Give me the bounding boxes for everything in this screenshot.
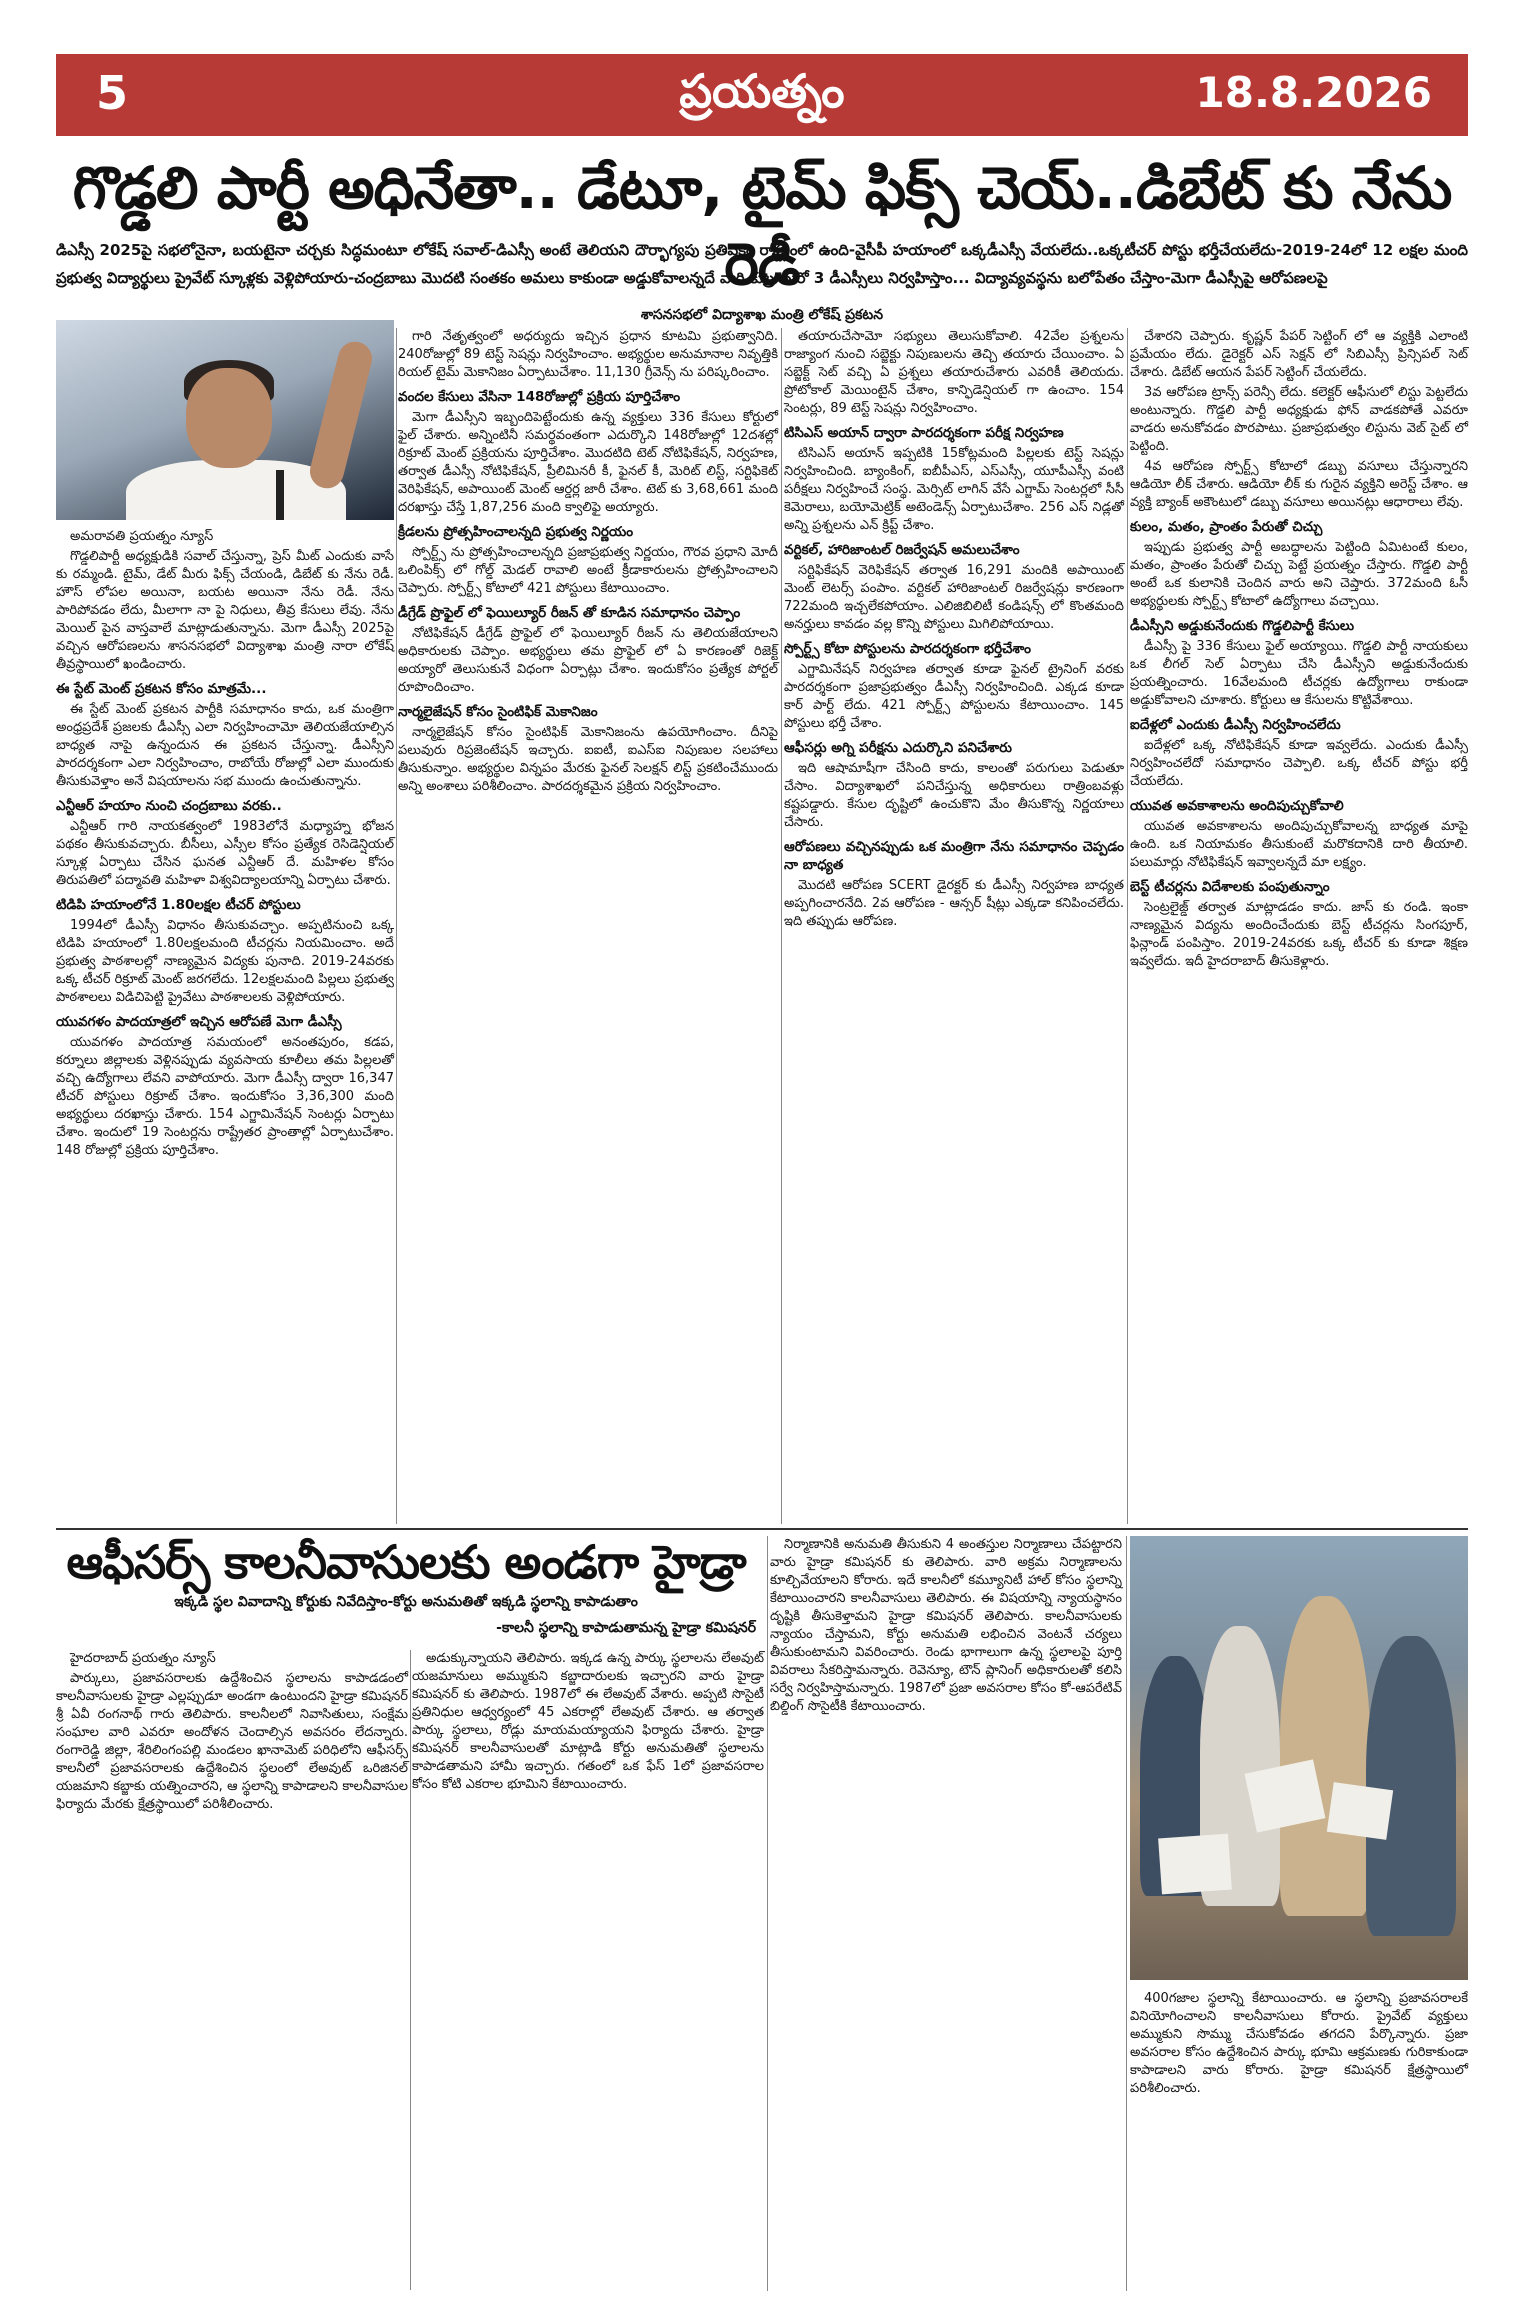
story2-column-3	[770, 1536, 1122, 2291]
story1-column-4	[1130, 328, 1468, 1524]
paragraph: డీఎస్సీ పై 336 కేసులు ఫైల్ అయ్యాయి. గొడ్డలి పార్టీ నాయకులు ఒక లీగల్ సెల్ ఏర్పాటు చేసి డీఎస్సీని అడ్డుకునేందుకు ప్రయత్నించారు. 16వేలమంది టీచర్లకు ఉద్యోగాలు రాకుండా అడ్డుకోవాలని చూశారు. కోర్టులు ఆ కేసులను కొట్టివేశాయి.	[1130, 639, 1468, 708]
photo-figure-raised-arm	[306, 338, 375, 492]
subheading: డీఎస్సీని అడ్డుకునేందుకు గొడ్డలిపార్టీ కేసులు	[1130, 618, 1355, 634]
subheading: ఈ స్టేట్ మెంట్ ప్రకటన కోసం మాత్రమే...	[56, 681, 267, 697]
story1-column-2	[398, 328, 778, 1524]
story1-column-1	[56, 528, 394, 1528]
subheading: ఐదేళ్లలో ఎందుకు డీఎస్సీ నిర్వహించలేదు	[1130, 717, 1341, 733]
minister-photo	[56, 320, 394, 520]
subheading: ఆరోపణలు వచ్చినప్పుడు ఒక మంత్రిగా నేను సమాధానం చెప్పడం నా బాధ్యత	[784, 839, 1124, 873]
column-divider	[1127, 328, 1128, 1524]
paragraph: ఎన్టీఆర్ గారి నాయకత్వంలో 1983లోనే మధ్యాహ్న భోజన పథకం తీసుకువచ్చారు. బీసీలు, ఎస్సీల కోసం ప్రత్యేక రెసిడెన్షియల్ స్కూళ్ల ఏర్పాటు చేసిన ఘనత ఎన్టీఆర్ దే. మహిళల కోసం తిరుపతిలో పద్మావతి మహిళా విశ్వవిద్యాలయాన్ని ఏర్పాటు చేశారు.	[56, 819, 394, 888]
story1-byline: శాసనసభలో విద్యాశాఖ మంత్రి లోకేష్ ప్రకటన	[640, 307, 884, 323]
subheading: టిసిఎస్ అయాన్ ద్వారా పారదర్శకంగా పరీక్ష నిర్వహణ	[784, 425, 1064, 441]
story2-byline: -కాలనీ స్థలాన్ని కాపాడుతామన్న హైడ్రా కమిషనర్	[496, 1620, 756, 1636]
paragraph: స్పోర్ట్స్ ను ప్రోత్సహించాలన్నది ప్రజాప్రభుత్వ నిర్ణయం, గౌరవ ప్రధాని మోదీ ఒలింపిక్స్ లో గోల్డ్ మెడల్ రావాలి అంటే క్రీడాకారులను ప్రోత్సహించాలని చెప్పారు. స్పోర్ట్స్ కోటాలో 421 పోస్టులు కేటాయించాం.	[398, 545, 778, 596]
paragraph: ఐదేళ్లలో ఒక్క నోటిఫికేషన్ కూడా ఇవ్వలేదు. ఎందుకు డీఎస్సీ నిర్వహించలేదో సమాధానం చెప్పాలి. ఒక్క టీచర్ పోస్టు భర్తీ చేయలేదు.	[1130, 738, 1468, 789]
paragraph: ఇది ఆషామాషీగా చేసింది కాదు, కాలంతో పరుగులు పెడుతూ చేసాం. విద్యాశాఖలో పనిచేస్తున్న అధికారులు రాత్రింబవళ్లు కష్టపడ్డారు. కేసుల దృష్టిలో ఉంచుకొని మేం తీసుకొన్న నిర్ణయాలు చేసారు.	[784, 761, 1124, 830]
paragraph: మొదటి ఆరోపణ SCERT డైరక్టర్ కు డీఎస్సీ నిర్వహణ బాధ్యత అప్పగించారనేది. 2వ ఆరోపణ - ఆన్సర్ షీట్లు ఎక్కడా కనిపించలేదు. ఇది తప్పుడు ఆరోపణ.	[784, 878, 1124, 929]
paragraph: హైదరాబాద్ ప్రయత్నం న్యూస్	[70, 1651, 216, 1666]
paragraph: సర్టిఫికేషన్ వెరిఫికేషన్ తర్వాత 16,291 మందికి అపాయింట్ మెంట్ లెటర్స్ పంపాం. వర్టికల్ హారిజాంటల్ రిజర్వేషన్లు కారణంగా 722మంది ఇచ్చలేకపోయాం. ఎలిజిబిలిటీ కండిషన్స్ లో కొంతమంది అనర్హులు కావడం వల్ల కొన్ని పోస్టులు మిగిలిపోయాయి.	[784, 563, 1124, 632]
story2-column-1	[56, 1650, 408, 2290]
column-divider	[396, 328, 397, 1524]
photo-person	[1366, 1636, 1456, 1936]
subheading: వందల కేసులు వేసినా 148రోజుల్లో ప్రక్రియ పూర్తిచేశాం	[398, 389, 681, 405]
microphone-icon	[276, 470, 284, 520]
paragraph: 4వ ఆరోపణ స్పోర్ట్స్ కోటాలో డబ్బు వసూలు చేస్తున్నారని ఆడియో లీక్ చేశారు. ఆడియో లీక్ కు గురైన వ్యక్తిని అరెస్ట్ చేశాం. ఆ వ్యక్తి బ్యాంక్ అకౌంటులో డబ్బు వసూలు అయినట్లు ఆధారాలు లేవు.	[1130, 459, 1468, 510]
paragraph: 400గజాల స్థలాన్ని కేటాయించారు. ఆ స్థలాన్ని ప్రజావసరాలకే వినియోగించాలని కాలనీవాసులు కోరారు. ప్రైవేట్ వ్యక్తులు అమ్ముకుని సొమ్ము చేసుకోవడం తగదని పేర్కొన్నారు. ప్రజా అవసరాల కోసం ఉద్దేశించిన పార్కు భూమి ఆక్రమణకు గురికాకుండా కాపాడాలని వారు కోరారు. హైడ్రా కమిషనర్ క్షేత్రస్థాయిలో పరిశీలించారు.	[1130, 1991, 1468, 2096]
subheading: వర్టికల్, హారిజాంటల్ రిజర్వేషన్ అమలుచేశాం	[784, 542, 1020, 558]
paragraph: అమరావతి ప్రయత్నం న్యూస్	[70, 529, 214, 544]
photo-document	[1327, 1782, 1393, 1840]
paragraph: ఎగ్జామినేషన్ నిర్వహణ తర్వాత కూడా ఫైనల్ ట్రైనింగ్ వరకు పారదర్శకంగా ప్రజాప్రభుత్వం డీఎస్సీ నిర్వహించింది. ఎక్కడ కూడా కార్ పార్ట్ లేదు. 421 స్పోర్ట్స్ పోస్టులను కేటాయించాం. 145 పోస్టులు భర్తీ చేశాం.	[784, 662, 1124, 731]
colony-visit-photo	[1130, 1536, 1468, 1980]
paragraph: ఈ స్టేట్ మెంట్ ప్రకటన పార్టీకి సమాధానం కాదు, ఒక మంత్రిగా అంధ్రప్రదేశ్ ప్రజలకు డీఎస్సీ ఎలా నిర్వహించామో తెలియజేయాల్సిన బాధ్యత నాపై ఉన్నందున ఈ ప్రకటన చేస్తున్నా. డీఎస్సీని పారదర్శకంగా ఎలా నిర్వహించాం, రాబోయే రోజుల్లో ఎలా ముందుకు తీసుకువెళ్తాం అనే విషయాలను సభ ముందు ఉంచుతున్నాను.	[56, 702, 394, 789]
column-divider	[410, 1650, 411, 2290]
subheading: క్రీడలను ప్రోత్సహించాలన్నది ప్రభుత్వ నిర్ణయం	[398, 524, 634, 540]
column-divider	[781, 328, 782, 1524]
paragraph: అడుక్కున్నాయని తెలిపారు. ఇక్కడ ఉన్న పార్కు స్థలాలను లేఅవుట్ యజమానులు అమ్ముకుని కబ్జాదారులకు ఇచ్చారని వారు హైడ్రా కమిషనర్ కు తెలిపారు. 1987లో ఈ లేఅవుట్ వేశారు. అప్పటి సొసైటీ ప్రతినిధుల ఆధ్వర్యంలో 45 ఎకరాల్లో లేఅవుట్ చేశారు. ఆ తర్వాత పార్కు స్థలాలు, రోడ్లు మాయమయ్యాయని ఫిర్యాదు చేశారు. హైడ్రా కమిషనర్ కాలనీవాసులతో మాట్లాడి కోర్టు అనుమతితో స్థలాలను కాపాడతామని హామీ ఇచ్చారు. గతంలో ఒక ఫేస్ 1లో ప్రజావసరాల కోసం కోటి ఎకరాల భూమిని కేటాయించారు.	[412, 1651, 764, 1792]
story1-headline: గొడ్డలి పార్టీ అధినేతా.. డేటూ, టైమ్ ఫిక్స్ చెయ్..డిబేట్ కు నేను రెడీ	[72, 154, 1452, 298]
issue-date: 18.8.2026	[1195, 68, 1432, 117]
subheading: ఎన్టీఆర్ హయాం నుంచి చంద్రబాబు వరకు..	[56, 798, 282, 814]
photo-figure-head	[186, 368, 272, 468]
page-number: 5	[96, 66, 129, 120]
story1-column-3	[784, 328, 1124, 1524]
paragraph: యువత అవకాశాలను అందిపుచ్చుకోవాలన్న బాధ్యత మాపై ఉంది. ఒక నియామకం తీసుకుంటే మరొకదానికి దారి తీయాలి. పలుమార్లు నోటిఫికేషన్ ఇవ్వాలన్నదే మా లక్ష్యం.	[1130, 819, 1468, 870]
paragraph: మెగా డీఎస్సీని ఇబ్బందిపెట్టేందుకు ఉన్న వ్యక్తులు 336 కేసులు కోర్టులో ఫైల్ చేశారు. అన్నింటినీ సమర్థవంతంగా ఎదుర్కొని 148రోజుల్లో 12దశల్లో రిక్రూట్ మెంట్ ప్రక్రియను పూర్తిచేశాం. మొదటిది టెట్ నోటిఫికేషన్, నిర్వహణ, తర్వాత డీఎస్సీ నోటిఫికేషన్, ప్రీలిమినరీ కీ, ఫైనల్ కీ, మెరిట్ లిస్ట్, సర్టిఫికెట్ వెరిఫికేషన్, అపాయింట్ మెంట్ ఆర్డర్ల జారీ చేశాం. టెట్ కు 3,68,661 మంది దరఖాస్తు చేస్తే 1,87,256 మంది క్వాలిఫై అయ్యారు.	[398, 410, 778, 515]
paragraph: నోటిఫికేషన్ డీగ్రేడ్ ప్రొఫైల్ లో ఫెయిల్యూర్ రీజన్ ను తెలియజేయాలని అధికారులకు చెప్పాం. అభ్యర్థులు తమ ప్రొఫైల్ లో ఏ కారణంతో రిజెక్ట్ అయ్యారో తెలుసుకునే విధంగా ఏర్పాట్లు చేశాం. ఇందుకోసం ప్రత్యేక పోర్టల్ రూపొందించాం.	[398, 626, 778, 695]
paragraph: నిర్మాణానికి అనుమతి తీసుకుని 4 అంతస్తుల నిర్మాణాలు చేపట్టారని వారు హైడ్రా కమిషనర్ కు తెలిపారు. వారి అక్రమ నిర్మాణాలను కూల్చివేయాలని కోరారు. ఇదే కాలనీలో కమ్యూనిటీ హాల్ కోసం స్థలాన్ని కేటాయించారని కాలనీవాసులు తెలిపారు. ఈ విషయాన్ని న్యాయస్థానం దృష్టికి తీసుకెళ్తామని హైడ్రా కమిషనర్ తెలిపారు. కాలనీవాసులకు న్యాయం చేస్తామని, కోర్టు అనుమతి లభించిన వెంటనే చర్యలు తీసుకుంటామని వివరించారు. రెండు భాగాలుగా ఉన్న స్థలాలపై పూర్తి వివరాలు సేకరిస్తామన్నారు. రెవెన్యూ, టౌన్ ప్లానింగ్ అధికారులతో కలిసి సర్వే నిర్వహిస్తామన్నారు. 1987లో ప్రజా అవసరాల కోసం కో-ఆపరేటివ్ బిల్డింగ్ సొసైటీకి కేటాయించారు.	[770, 1537, 1122, 1714]
story2-headline: ఆఫీసర్స్ కాలనీవాసులకు అండగా హైడ్రా	[66, 1535, 746, 1589]
photo-person	[1280, 1596, 1370, 1916]
paragraph: టిసిఎస్ అయాన్ ఇప్పటికి 15కోట్లమంది పిల్లలకు టెస్ట్ సెషన్లు నిర్వహించింది. బ్యాంకింగ్, ఐబీపీఎస్, ఎస్ఎస్సీ, యూపీఎస్సీ వంటి పరీక్షలు నిర్వహించే సంస్థ. మెర్సిట్ లాగిన్ వేసే ఎగ్జామ్ సెంటర్లలో సీసీ కెమెరాలు, బయోమెట్రిక్ అటెండెన్స్ ఏర్పాటుచేశాం. 256 ఎస్ నిడ్లతో అన్ని ప్రశ్నలను ఎన్ క్రిప్ట్ చేశాం.	[784, 446, 1124, 533]
paragraph: యువగళం పాదయాత్ర సమయంలో అనంతపురం, కడప, కర్నూలు జిల్లాలకు వెళ్లినప్పుడు వ్యవసాయ కూలీలు తమ పిల్లలతో వచ్చి ఉద్యోగాలు లేవని వాపోయారు. మెగా డీఎస్సీ ద్వారా 16,347 టీచర్ పోస్టులు రిక్రూట్ చేశాం. ఇందుకోసం 3,36,300 మంది అభ్యర్థులు దరఖాస్తు చేశారు. 154 ఎగ్జామినేషన్ సెంటర్లు ఏర్పాటు చేశాం. ఇందులో 19 సెంటర్లను రాష్ట్రేతర ప్రాంతాల్లో ఏర్పాటుచేశాం. 148 రోజుల్లో ప్రక్రియ పూర్తిచేశాం.	[56, 1035, 394, 1158]
column-divider	[767, 1536, 768, 2291]
story2-deck: ఇక్కడి స్థల వివాదాన్ని కోర్టుకు నివేదిస్తాం-కోర్టు అనుమతితో ఇక్కడి స్థలాన్ని కాపాడుతాం	[174, 1594, 638, 1610]
subheading: కులం, మతం, ప్రాంతం పేరుతో చిచ్చు	[1130, 519, 1323, 535]
paragraph: చేశారని చెప్పారు. కృష్ణన్ పేపర్ సెట్టింగ్ లో ఆ వ్యక్తికి ఎలాంటి ప్రమేయం లేదు. డైరెక్టర్ ఎస్ సెక్షన్ లో సిబిఎస్సీ ప్రిన్సిపల్ సెట్ చేశారు. డిబేట్ ఆయన పేపర్ సెట్టింగ్ చేయలేదు.	[1130, 329, 1468, 380]
paragraph: గారి నేతృత్వంలో అధర్యుదు ఇచ్చిన ప్రధాన కూటమి ప్రభుత్వానిది. 240రోజుల్లో 89 టెస్ట్ సెషన్లు నిర్వహించాం. అభ్యర్థుల అనుమానాల నివృత్తికి రియల్ టైమ్ మెకానిజం ఏర్పాటుచేశాం. 11,130 గ్రీవెన్స్ ను పరిష్కరించాం.	[398, 329, 778, 380]
paragraph: నార్మలైజేషన్ కోసం సైంటిఫిక్ మెకానిజంను ఉపయోగించాం. దీనిపై పలువురు రిప్రజెంటేషన్ ఇచ్చారు. ఐఐటీ, ఐఎస్ఐ నిపుణుల సలహాలు తీసుకున్నాం. అభ్యర్థుల విన్నపం మేరకు ఫైనల్ సెలక్షన్ లిస్ట్ ప్రకటించేముందు అన్ని అంశాలు పరిశీలించాం. పారదర్శకమైన ప్రక్రియ నిర్వహించాం.	[398, 725, 778, 794]
subheading: బెస్ట్ టీచర్లను విదేశాలకు పంపుతున్నాం	[1130, 879, 1330, 895]
newspaper-name: ప్రయత్నం	[679, 64, 845, 118]
subheading: ఆఫీసర్లు అగ్ని పరీక్షను ఎదుర్కొని పనిచేశారు	[784, 740, 1012, 756]
photo-document	[1158, 1834, 1232, 1895]
masthead	[56, 54, 1468, 136]
paragraph: 3వ ఆరోపణ ట్రాన్స్ పరెన్సీ లేదు. కలెక్టర్ ఆఫీసులో లిస్టు పెట్టలేదు అంటున్నారు. గొడ్డలి పార్టీ అధ్యక్షుడు ఫోన్ వాడకపోతే ఎవరూ వాడరు అనుకోవడం పొరపాటు. ప్రజాప్రభుత్వం లిస్టును వెబ్ సైట్ లో పెట్టింది.	[1130, 385, 1468, 454]
story1-deck: డిఎస్సీ 2025పై సభలోనైనా, బయటైనా చర్చకు సిద్ధమంటూ లోకేష్ సవాల్-డిఎస్సీ అంటే తెలియని దౌర్భాగ్యపు ప్రతిపక్షం రాష్ట్రంలో ఉంది-వైసీపీ హయాంలో ఒక్కడీఎస్సీ వేయలేదు..ఒక్కటీచర్ పోస్టు భర్తీచేయలేదు-2019-24లో 12 లక్షల మంది ప్రభుత్వ విద్యార్థులు ప్రైవేట్ స్కూళ్లకు వెళ్లిపోయారు-చంద్రబాబు మొదటి సంతకం అమలు కాకుండా అడ్డుకోవాలన్నదే వారి కుట్ర-మరో 3 డీఎస్సీలు నిర్వహిస్తాం... విద్యావ్యవస్థను బలోపేతం చేస్తాం-మెగా డీఎస్సీపై ఆరోపణలపై	[56, 241, 1468, 287]
paragraph: ఇప్పుడు ప్రభుత్వ పార్టీ అబద్ధాలను పెట్టింది ఏమిటంటే కులం, మతం, ప్రాంతం పేరుతో చిచ్చు పెట్టే ప్రయత్నం చేస్తారు. గొడ్డలి పార్టీ అంటే ఒక కులానికి చెందిన వారు అని చెప్తారు. 372మంది ఓసీ అభ్యర్థులకు స్పోర్ట్స్ కోటాలో ఉద్యోగాలు వచ్చాయి.	[1130, 540, 1468, 609]
paragraph: తయారుచేసామో సభ్యులు తెలుసుకోవాలి. 42వేల ప్రశ్నలను రాజ్యాంగ నుంచి సబ్జెక్టు నిపుణులను తెచ్చి తయారు చేయించాం. ఏ సబ్జెక్ట్ సెట్ వచ్చి ఏ ప్రశ్నలు తయారుచేశారు ఎవరికీ తెలియదు. ప్రోటోకాల్ మెయింటైన్ చేశాం, కాన్ఫిడెన్షియల్ గా ఉంచాం. 154 సెంటర్లు, 89 టెస్ట్ సెషన్లు నిర్వహించాం.	[784, 329, 1124, 416]
paragraph: పార్కులు, ప్రజావసరాలకు ఉద్దేశించిన స్థలాలను కాపాడడంలో కాలనీవాసులకు హైడ్రా ఎల్లప్పుడూ అండగా ఉంటుందని హైడ్రా కమిషనర్ శ్రీ ఏవీ రంగనాథ్ గారు తెలిపారు. కాలనీలలో నివాసితులు, సంక్షేమ సంఘాల వారి ఎవరూ అందోళన చెందాల్సిన అవసరం లేదన్నారు. రంగారెడ్డి జిల్లా, శేరిలింగంపల్లి మండలం ఖానామెట్ పరిధిలోని ఆఫీసర్స్ కాలనీలో ప్రజావసరాలకు ఉద్దేశించిన స్థలంలో లేఅవుట్ ఒరిజినల్ యజమాని కబ్జాకు యత్నించారని, ఆ స్థలాన్ని కాపాడాలని కాలనీవాసుల ఫిర్యాదు మేరకు క్షేత్రస్థాయిలో పరిశీలించారు.	[56, 1671, 408, 1812]
subheading: నార్మలైజేషన్ కోసం సైంటిఫిక్ మెకానిజం	[398, 704, 598, 720]
story2-column-4	[1130, 1990, 1468, 2290]
subheading: టిడిపి హయాంలోనే 1.80లక్షల టీచర్ పోస్టులు	[56, 897, 301, 913]
subheading: యువత అవకాశాలను అందిపుచ్చుకోవాలి	[1130, 798, 1344, 814]
paragraph: సెంట్రలైజ్డ్ తర్వాత మాట్లాడడం కాదు. జాస్ కు రండి. ఇంకా నాణ్యమైన విద్యను అందించేందుకు బెస్ట్ టీచర్లను సింగపూర్, ఫిన్లాండ్ పంపిస్తాం. 2019-24వరకు ఒక్క టీచర్ కు కూడా శిక్షణ ఇవ్వలేదు. ఇదీ హైదరాబాద్ తీసుకెళ్లారు.	[1130, 900, 1468, 969]
subheading: డీగ్రేడ్ ప్రొఫైల్ లో ఫెయిల్యూర్ రీజన్ తో కూడిన సమాధానం చెప్పాం	[398, 605, 741, 621]
subheading: యువగళం పాదయాత్రలో ఇచ్చిన ఆరోపణే మెగా డీఎస్సీ	[56, 1014, 342, 1030]
paragraph: గొడ్డలిపార్టీ అధ్యక్షుడికి సవాల్ చేస్తున్నా, ప్రెస్ మీట్ ఎందుకు వాసే కు రమ్మండి. టైమ్, డేట్ మీరు ఫిక్స్ చేయండి, డిబేట్ కు నేను రెడీ. హౌస్ లోపల అయినా, బయట అయినా నేను రెడీ. నేను పారిపోవడం లేదు, మీలాగా నా పై నిధులు, తీవ్ర కేసులు లేవు. నేను మెయిల్ పైన వాస్తవాలే మాట్లాడుతున్నాను. మెగా డీఎస్సీ 2025పై వచ్చిన ఆరోపణలను శాసనసభలో విద్యాశాఖ మంత్రి నారా లోకేష్ తీవ్రస్థాయిలో ఖండించారు.	[56, 549, 394, 672]
subheading: స్పోర్ట్స్ కోటా పోస్టులను పారదర్శకంగా భర్తీచేశాం	[784, 641, 1031, 657]
paragraph: 1994లో డీఎస్సీ విధానం తీసుకువచ్చాం. అప్పటినుంచి ఒక్క టిడిపి హయాంలో 1.80లక్షలమంది టీచర్లను నియమించాం. అదే ప్రభుత్వ పాఠశాలల్లో నాణ్యమైన విద్యకు పునాది. 2019-24వరకు ఒక్క టీచర్ రిక్రూట్ మెంట్ జరగలేదు. 12లక్షలమంది పిల్లలు ప్రభుత్వ పాఠశాలలు విడిచిపెట్టి ప్రైవేటు పాఠశాలలకు వెళ్లిపోయారు.	[56, 918, 394, 1005]
story2-column-2	[412, 1650, 764, 2290]
column-divider	[1126, 1536, 1127, 2291]
